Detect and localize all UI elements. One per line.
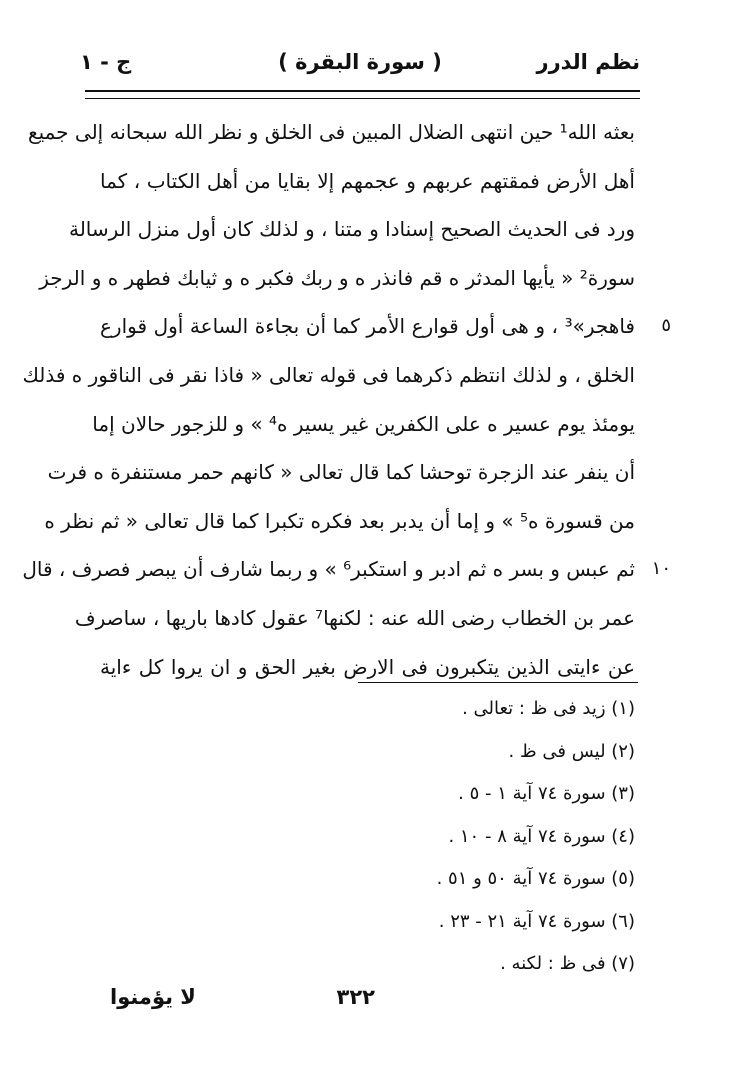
footnote: (٤) سورة ٧٤ آية ٨ - ١٠ .	[448, 825, 635, 847]
line-text: عمر بن الخطاب رضى الله عنه : لكنها⁷ عقول كادها باريها ، ساصرف	[74, 605, 635, 630]
text-line	[44, 497, 635, 546]
page-footer	[110, 985, 590, 1025]
line-text: فاهجر»³ ، و هى أول قوارع الأمر كما أن بجاءة الساعة أول قوارع	[100, 314, 635, 339]
running-header	[80, 50, 640, 90]
main-text	[22, 108, 671, 691]
book-title: نظم الدرر	[536, 50, 640, 74]
text-line	[74, 594, 635, 643]
line-text: أن ينفر عند الزجرة توحشا كما قال تعالى « كانهم حمر مستنفرة ه فرت	[47, 460, 635, 485]
footnote: (٢) ليس فى ظ .	[508, 740, 635, 762]
footnote: (٥) سورة ٧٤ آية ٥٠ و ٥١ .	[436, 868, 635, 889]
text-line	[47, 448, 635, 497]
text-line	[27, 108, 635, 157]
footnote: (٧) فى ظ : لكنه .	[500, 953, 635, 974]
header-divider	[85, 90, 640, 99]
line-number: ٥	[661, 315, 671, 337]
volume-number: ج - ١	[80, 50, 132, 74]
footnote-divider	[358, 682, 638, 683]
line-text: ورد فى الحديث الصحيح إسنادا و متنا ، و لذلك كان أول منزل الرسالة	[68, 217, 635, 242]
line-text: أهل الأرض فمقتهم عربهم و عجمهم إلا بقايا من أهل الكتاب ، كما	[100, 168, 635, 193]
text-line	[39, 254, 635, 303]
text-line	[100, 157, 635, 206]
text-line	[92, 400, 635, 449]
line-text: سورة² « يأيها المدثر ه قم فانذر ه و ربك فكبر ه و ثيابك فطهر ه و الرجز	[39, 265, 635, 290]
footnotes	[300, 688, 635, 986]
line-text: الخلق ، و لذلك انتظم ذكرهما فى قوله تعالى « فاذا نقر فى الناقور ه فذلك	[22, 362, 635, 387]
line-text: من قسورة ه⁵ » و إما أن يدبر بعد فكره تكبرا كما قال تعالى « ثم نظر ه	[44, 508, 635, 533]
text-line	[100, 302, 671, 351]
text-line	[22, 351, 635, 400]
footnote: (١) زيد فى ظ : تعالى .	[462, 698, 635, 719]
page-number: ٣٢٢	[336, 985, 375, 1009]
text-line	[100, 643, 635, 692]
line-text: يومئذ يوم عسير ه على الكفرين غير يسير ه⁴ » و للزجور حالان إما	[92, 411, 635, 436]
footnote: (٦) سورة ٧٤ آية ٢١ - ٢٣ .	[438, 910, 635, 932]
footnote: (٣) سورة ٧٤ آية ١ - ٥ .	[458, 783, 635, 804]
text-line	[68, 205, 635, 254]
catchword: لا يؤمنوا	[110, 985, 196, 1009]
text-line	[22, 545, 671, 594]
line-text: بعثه الله¹ حين انتهى الضلال المبين فى الخلق و نظر الله سبحانه إلى جميع	[27, 120, 635, 144]
line-number: ١٠	[651, 558, 671, 580]
line-text: ثم عبس و بسر ه ثم ادبر و استكبر⁶ » و ربما شارف أن يبصر فصرف ، قال	[22, 557, 635, 582]
line-text: عن ءايتى الذين يتكبرون فى الارض بغير الحق و ان يروا كل ءاية	[100, 654, 635, 679]
surah-title: ( سورة البقرة )	[278, 50, 442, 74]
